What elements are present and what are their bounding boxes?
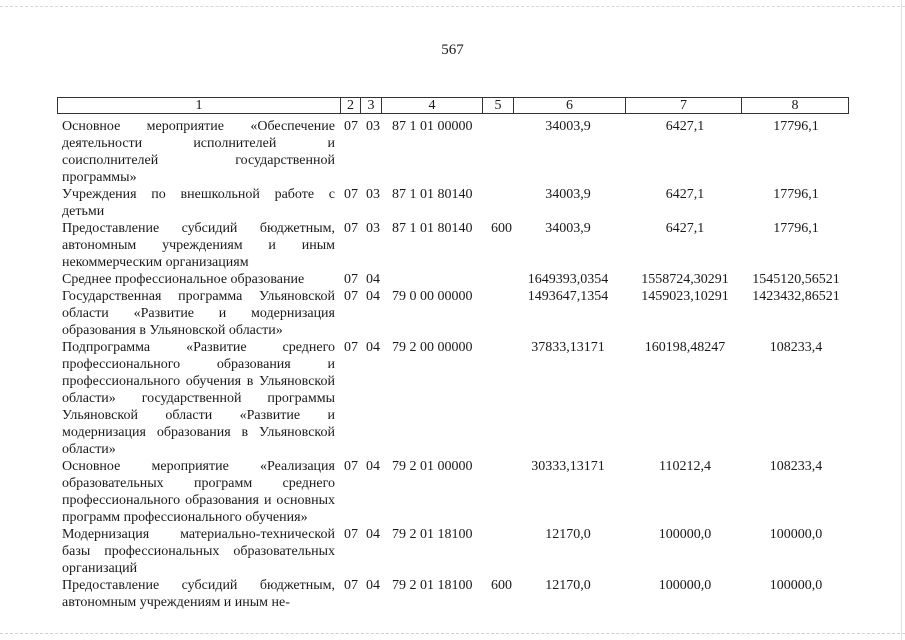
row-rz: 07 [344,119,358,134]
row-prz: 04 [366,272,380,287]
row-csr: 87 1 01 00000 [392,119,473,134]
scan-edge-bottom [0,633,905,634]
table-row [0,526,905,577]
row-prz: 04 [366,289,380,304]
row-prz: 04 [366,527,380,542]
row-csr: 79 2 00 00000 [392,340,473,355]
row-csr: 87 1 01 80140 [392,221,473,236]
row-rz: 07 [344,187,358,202]
row-name: Предоставление субсидий бюджетным, автономным учреждениям и иным некоммерческим организациям [62,221,335,270]
page-number: 567 [441,42,464,58]
table-row [0,339,905,458]
row-value-7: 6427,1 [665,187,705,202]
row-value-6: 12170,0 [545,527,591,542]
row-value-8: 108233,4 [769,340,823,355]
row-value-8: 100000,0 [769,527,823,542]
row-name: Среднее профессиональное образование [62,272,305,287]
row-csr: 79 2 01 18100 [392,527,473,542]
row-prz: 03 [366,119,380,134]
row-prz: 04 [366,340,380,355]
row-value-6: 34003,9 [545,187,591,202]
table-body [0,118,905,611]
row-prz: 03 [366,221,380,236]
row-vr: 600 [491,578,512,593]
row-name: Основное мероприятие «Реализация образовательных программ среднего профессионального образования и основных программ профессионального обучения» [62,459,335,525]
row-prz: 03 [366,187,380,202]
row-value-7: 6427,1 [665,221,705,236]
row-name: Основное мероприятие «Обеспечение деятельности исполнителей и соисполнителей государственной программы» [62,119,335,185]
row-csr: 87 1 01 80140 [392,187,473,202]
row-rz: 07 [344,459,358,474]
row-name: Учреждения по внешкольной работе с детьми [62,187,335,219]
row-value-8: 1545120,56521 [752,272,840,287]
row-value-7: 6427,1 [665,119,705,134]
row-value-8: 17796,1 [773,119,819,134]
row-value-7: 100000,0 [658,527,712,542]
row-rz: 07 [344,272,358,287]
row-value-8: 108233,4 [769,459,823,474]
header-col-3: 3 [361,98,382,113]
row-value-6: 37833,13171 [531,340,605,355]
row-value-7: 110212,4 [659,459,711,474]
header-col-4: 4 [382,98,483,113]
row-value-7: 1459023,10291 [641,289,729,304]
row-value-6: 30333,13171 [531,459,605,474]
row-value-6: 34003,9 [545,221,591,236]
table-header [57,97,849,114]
row-value-8: 1423432,86521 [752,289,840,304]
row-prz: 04 [366,578,380,593]
table-row [0,577,905,611]
row-prz: 04 [366,459,380,474]
row-value-8: 17796,1 [773,187,819,202]
row-rz: 07 [344,578,358,593]
table-row [0,271,905,288]
row-value-6: 34003,9 [545,119,591,134]
table-row [0,458,905,526]
table-row [0,118,905,186]
table-row [0,186,905,220]
row-value-8: 100000,0 [769,578,823,593]
scan-edge-top [0,6,905,7]
row-name: Предоставление субсидий бюджетным, автономным учреждениям и иным не- [62,578,335,610]
row-value-6: 12170,0 [545,578,591,593]
row-value-7: 1558724,30291 [641,272,729,287]
row-rz: 07 [344,527,358,542]
table-row [0,220,905,271]
row-value-8: 17796,1 [773,221,819,236]
table-row [0,288,905,339]
row-rz: 07 [344,340,358,355]
row-name: Подпрограмма «Развитие среднего профессионального образования и профессионального обучения в Ульяновской области» государственной программы Ульяновской области «Развитие и модернизация образования в Ульяновской области» [62,340,335,457]
row-name: Модернизация материально-технической базы профессиональных образовательных организаций [62,527,335,576]
row-value-7: 100000,0 [658,578,712,593]
header-col-1: 1 [58,98,341,113]
header-col-6: 6 [514,98,626,113]
row-csr: 79 0 00 00000 [392,289,473,304]
row-csr: 79 2 01 00000 [392,459,473,474]
row-vr: 600 [491,221,512,236]
row-rz: 07 [344,221,358,236]
row-csr: 79 2 01 18100 [392,578,473,593]
row-name: Государственная программа Ульяновской области «Развитие и модернизация образования в Ульяновской области» [62,289,335,338]
row-value-6: 1493647,1354 [527,289,609,304]
row-value-7: 160198,48247 [644,340,726,355]
header-col-7: 7 [626,98,742,113]
row-value-6: 1649393,0354 [527,272,609,287]
header-col-5: 5 [483,98,514,113]
row-rz: 07 [344,289,358,304]
header-col-8: 8 [791,98,799,113]
header-col-2: 2 [341,98,361,113]
